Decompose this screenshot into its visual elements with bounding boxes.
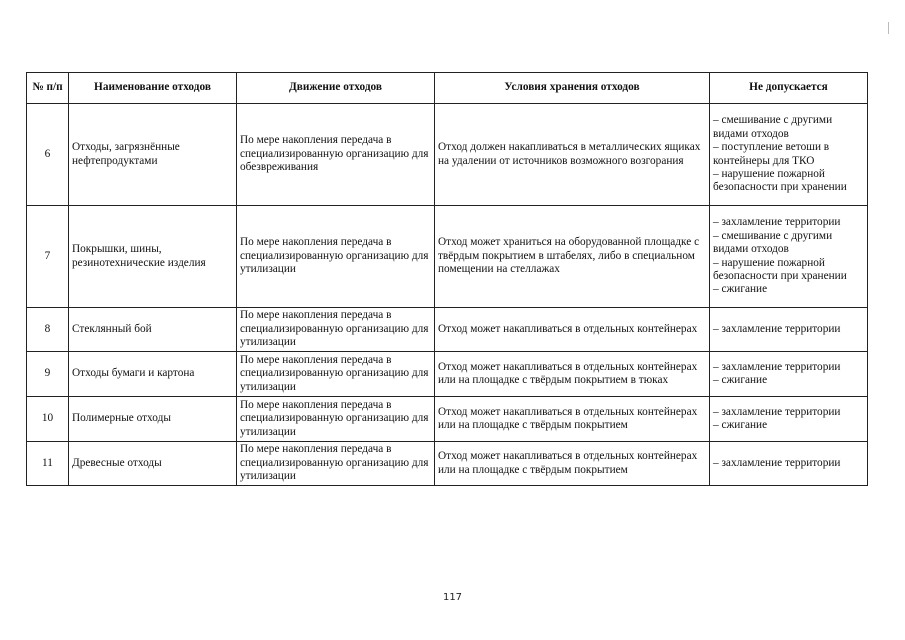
row-number: 10 — [27, 397, 69, 442]
row-number: 6 — [27, 104, 69, 206]
not-allowed-list — [710, 442, 868, 486]
not-allowed-item: – нарушение пожарной безопасности при хранении — [713, 167, 847, 194]
waste-movement: По мере накопления передача в специализированную организацию для утилизации — [237, 442, 435, 486]
not-allowed-list — [710, 104, 868, 206]
not-allowed-item: – сжигание — [713, 419, 768, 431]
waste-movement: По мере накопления передача в специализированную организацию для утилизации — [237, 352, 435, 397]
not-allowed-item: – захламление территории — [713, 360, 841, 373]
header-waste-movement: Движение отходов — [237, 73, 435, 104]
storage-conditions: Отход может храниться на оборудованной площадке с твёрдым покрытием в штабелях, либо в специальном помещении на стеллажах — [435, 206, 710, 308]
row-number: 9 — [27, 352, 69, 397]
table-row — [27, 104, 868, 206]
storage-conditions: Отход может накапливаться в отдельных контейнерах или на площадке с твёрдым покрытием в тюках — [435, 352, 710, 397]
margin-mark — [888, 22, 889, 34]
not-allowed-item: – смешивание с другими видами отходов — [713, 229, 833, 256]
not-allowed-list — [710, 397, 868, 442]
table-row — [27, 442, 868, 486]
waste-name: Покрышки, шины, резинотехнические изделия — [69, 206, 237, 308]
not-allowed-item: – сжигание — [713, 283, 768, 296]
header-number: № п/п — [27, 73, 69, 104]
not-allowed-item: – поступление ветоши в контейнеры для ТКО — [713, 141, 830, 167]
not-allowed-item: – захламление территории — [713, 456, 841, 469]
header-not-allowed: Не допускается — [710, 73, 868, 104]
row-number: 8 — [27, 308, 69, 352]
table-row — [27, 352, 868, 397]
waste-name: Отходы бумаги и картона — [69, 352, 237, 397]
storage-conditions: Отход должен накапливаться в металлических ящиках на удалении от источников возможного возгорания — [435, 104, 710, 206]
storage-conditions: Отход может накапливаться в отдельных контейнерах — [435, 308, 710, 352]
waste-movement: По мере накопления передача в специализированную организацию для обезвреживания — [237, 104, 435, 206]
not-allowed-item: – смешивание с другими видами отходов — [713, 114, 833, 140]
waste-movement: По мере накопления передача в специализированную организацию для утилизации — [237, 308, 435, 352]
not-allowed-list — [710, 308, 868, 352]
storage-conditions: Отход может накапливаться в отдельных контейнерах или на площадке с твёрдым покрытием — [435, 442, 710, 486]
page-number: 117 — [442, 592, 463, 603]
not-allowed-item: – захламление территории — [713, 405, 841, 418]
waste-storage-table — [26, 72, 868, 486]
not-allowed-item: – нарушение пожарной безопасности при хранении — [713, 256, 847, 282]
row-number: 11 — [27, 442, 69, 486]
header-storage-conditions: Условия хранения отходов — [435, 73, 710, 104]
not-allowed-item: – захламление территории — [713, 216, 841, 229]
table-row — [27, 206, 868, 308]
storage-conditions: Отход может накапливаться в отдельных контейнерах или на площадке с твёрдым покрытием — [435, 397, 710, 442]
waste-movement: По мере накопления передача в специализированную организацию для утилизации — [237, 206, 435, 308]
table-row — [27, 308, 868, 352]
waste-name: Полимерные отходы — [69, 397, 237, 442]
not-allowed-item: – сжигание — [713, 374, 768, 386]
row-number: 7 — [27, 206, 69, 308]
not-allowed-list — [710, 206, 868, 308]
waste-name: Древесные отходы — [69, 442, 237, 486]
not-allowed-item: – захламление территории — [713, 322, 841, 335]
waste-name: Стеклянный бой — [69, 308, 237, 352]
not-allowed-list — [710, 352, 868, 397]
waste-movement: По мере накопления передача в специализированную организацию для утилизации — [237, 397, 435, 442]
waste-name: Отходы, загрязнённые нефтепродуктами — [69, 104, 237, 206]
header-waste-name: Наименование отходов — [69, 73, 237, 104]
table-row — [27, 397, 868, 442]
header-row — [27, 73, 868, 104]
